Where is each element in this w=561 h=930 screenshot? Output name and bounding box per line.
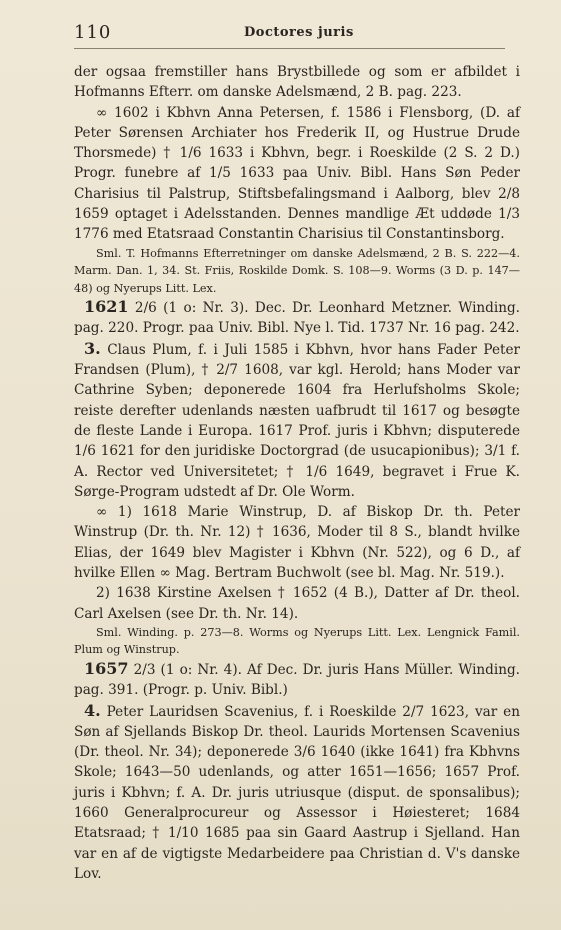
paragraph [74,62,520,103]
reference-note [74,624,520,659]
entry-text: 2/3 (1 o: Nr. 4). Af Dec. Dr. juris Hans Müller. Winding. pag. 391. (Progr. p. Univ. Bibl.) [74,661,521,699]
page-header [74,22,505,48]
paragraph [74,502,520,583]
paragraph-text: ∞ 1) 1618 Marie Winstrup, D. af Biskop Dr. th. Peter Winstrup (Dr. th. Nr. 12) † 1636, Moder til 8 S., blandt hvilke Elias, der 1649 blev Magister i Kbhvn (Nr. 522), og 6 D., af hvilke Ellen ∞ Mag. Bertram Buchwolt (see bl. Mag. Nr. 519.). [74,504,520,582]
paragraph [74,103,520,245]
entry [74,701,520,885]
entry-number: 1657 [84,658,129,678]
entry-number: 3. [84,338,101,358]
entry-text: Peter Lauridsen Scavenius, f. i Roeskilde 2/7 1623, var en Søn af Sjellands Biskop Dr. theol. Laurids Mortensen Scavenius (Dr. theol. Nr. 34); deponerede 3/6 1640 (ikke 1641) fra Kbhvns Skole; 1643—50 udenlands, og atter 1651—1656; 1657 Prof. juris i Kbhvn; f. A. Dr. juris utriusque (disput. de sponsalibus); 1660 Generalprocureur og Assessor i Høiesteret; 1684 Etatsraad; † 1/10 1685 paa sin Gaard Aastrup i Sjelland. Han var en af de vigtigste Medarbeidere paa Christian d. V's danske Lov. [74,703,520,882]
entry-text: Claus Plum, f. i Juli 1585 i Kbhvn, hvor hans Fader Peter Frandsen (Plum), † 2/7 1608, var kgl. Herold; hans Moder var Cathrine Syben; deponerede 1604 fra Herlufsholms Skole; reiste derefter udenlands næsten uafbrudt til 1617 og besøgte de fleste Lande i Europa. 1617 Prof. juris i Kbhvn; disputerede 1/6 1621 for den juridiske Doctorgrad (de usucapionibus); 3/1 f. A. Rector ved Universitetet; † 1/6 1649, begravet i Frue K. Sørge-Program udstedt af Dr. Ole Worm. [74,341,521,500]
page-body [74,62,520,884]
page-number: 110 [74,22,112,43]
reference-text: Sml. Winding. p. 273—8. Worms og Nyerups Litt. Lex. Lengnick Famil. Plum og Winstrup. [74,625,520,657]
reference-note [74,245,520,298]
paragraph [74,583,520,624]
entry-number: 4. [84,700,101,720]
entry-number: 1621 [84,297,129,317]
paragraph-text: der ogsaa fremstiller hans Brystbillede og som er afbildet i Hofmanns Efterr. om danske Adelsmænd, 2 B. pag. 223. [74,64,520,101]
reference-text: Sml. T. Hofmanns Efterretninger om danske Adelsmænd, 2 B. S. 222—4. Marm. Dan. 1, 34. St. Friis, Roskilde Domk. S. 108—9. Worms (3 D. p. 147—48) og Nyerups Litt. Lex. [74,246,520,295]
entry-text: 2/6 (1 o: Nr. 3). Dec. Dr. Leonhard Metzner. Winding. pag. 220. Progr. paa Univ. Bibl. Nye l. Tid. 1737 Nr. 16 pag. 242. [74,300,520,337]
header-rule [74,48,505,49]
entry [74,659,520,701]
running-title: Doctores juris [244,25,354,40]
paragraph-text: 2) 1638 Kirstine Axelsen † 1652 (4 B.), Datter af Dr. theol. Carl Axelsen (see Dr. th. Nr. 14). [74,585,520,622]
entry [74,339,520,502]
paragraph-text: ∞ 1602 i Kbhvn Anna Petersen, f. 1586 i Flensborg, (D. af Peter Sørensen Archiater hos Frederik II, og Hustrue Drude Thorsmede) † 1/6 1633 i Kbhvn, begr. i Roeskilde (2 S. 2 D.) Progr. funebre af 1/5 1633 paa Univ. Bibl. Hans Søn Peder Charisius til Palstrup, Stiftsbefalingsmand i Aalborg, blev 2/8 1659 optaget i Adelsstanden. Dennes mandlige Æt uddøde 1/3 1776 med Etatsraad Constantin Charisius til Constantinsborg. [74,104,520,243]
entry [74,297,520,339]
